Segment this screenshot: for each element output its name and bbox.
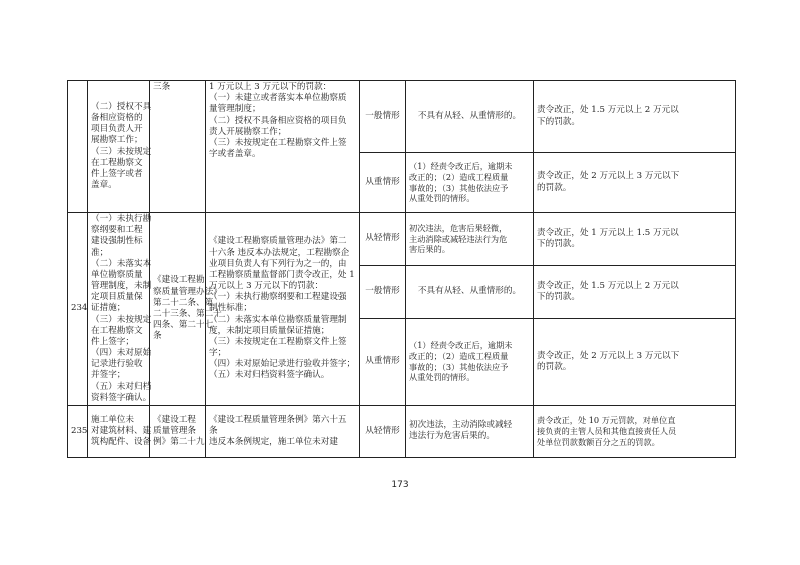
basis-line: 第二十二条、第 [153,297,214,308]
circumstance-line: 初次违法，危害后果轻微， [409,222,508,233]
penalty-line: 下的罚款。 [537,116,580,127]
provision-line: （四）未对原始记录进行验收并签字； [209,359,356,370]
table-row [68,81,736,153]
violation-line: 项目负责人开 [91,124,143,135]
circumstance-line: 不具有从轻、从重情形的。 [417,286,522,297]
basis-line: 三条 [153,82,171,92]
penalty-cell [534,81,736,153]
basis-line: 二十三条、第二十 [153,308,222,319]
violation-line: （三）未按规定 [91,146,152,157]
provision-line: （一）未执行勘察纲要和工程建设强 [209,292,347,303]
circumstance-cell [406,153,534,213]
violation-line: （四）未对原始 [91,348,152,359]
provision-line: 责人开展勘察工作； [209,126,287,137]
provision-line: 字； [209,348,227,359]
penalty-line: 处单位罚款数额百分之五的罚款。 [537,436,660,447]
penalty-cell [534,265,736,318]
penalty-line: 接负责的主管人员和其他直接责任人员 [537,426,677,437]
provision-line: 制性标准； [209,303,252,314]
violation-line: 筑构配件、设备 [91,437,152,447]
penalty-line: 下的罚款。 [537,291,580,302]
violation-line: 展勘察工作； [91,135,143,146]
provision-line: 《建设工程质量管理条例》第六十五 [209,414,347,425]
violation-line: 在工程勘察文 [91,325,143,336]
violation-line: 件上签字或者 [91,168,143,179]
violation-line: 察纲要和工程 [91,225,143,236]
circumstance-line: 事故的；（3）其他依法应予 [409,361,509,372]
violation-line: 建设强制性标 [91,236,143,247]
level-cell: 从轻情形 [360,405,406,457]
circumstance-line: 事故的；（3）其他依法应予 [409,182,509,193]
level-cell: 从重情形 [360,318,406,405]
circumstance-cell [406,318,534,405]
circumstance-line: 违法行为危害后果的。 [409,431,495,442]
circumstance-cell [406,81,534,153]
circumstance-line: （1）经责令改正后，逾期未 [409,340,513,351]
penalty-cell [534,318,736,405]
provision-line: 字或者盖章。 [209,149,261,160]
penalty-cell [534,405,736,457]
basis-line: 四条、第二十七 [153,320,214,331]
violation-line: 证措施； [91,303,126,314]
provision-cell [206,81,360,213]
basis-line: 质量管理条 [153,425,196,436]
violation-line: （二）未落实本 [91,258,152,269]
basis-line: 《建设工程 [153,414,196,425]
violation-cell [88,81,150,213]
provision-line: 《建设工程勘察质量管理办法》第二 [209,236,347,247]
violation-line: 施工单位未 [91,414,134,425]
violation-line: 管理制度，未制 [91,281,152,292]
penalty-line: 责令改正，处 1.5 万元以上 2 万元以 [537,105,679,116]
provision-line: 条 [209,425,218,436]
circumstance-line: 从重处罚的情形。 [409,193,475,204]
provision-line: （五）未对归档资料签字确认。 [209,370,330,381]
provision-line: （三）未按规定在工程勘察文件上签 [209,137,347,148]
basis-line: 《建设工程勘 [153,275,205,286]
penalty-cell [534,213,736,266]
penalty-line: 责令改正，处 2 万元以上 3 万元以下 [537,171,680,182]
circumstance-line: 初次违法，主动消除或减轻 [409,420,513,431]
table-row [68,213,736,266]
provision-line: 违反本条例规定，施工单位未对建 [209,437,338,447]
provision-line: 业项目负责人有下列行为之一的，由 [209,258,347,269]
violation-line: （一）未执行勘 [91,214,152,224]
violation-line: 记录进行验收 [91,359,143,370]
row-number: 234 [68,213,88,406]
provision-line: 1 万元以上 3 万元以下的罚款： [209,82,332,92]
circumstance-line: 改正的；（2）造成工程质量 [409,351,509,362]
violation-line: （三）未按规定 [91,314,152,325]
provision-cell [206,405,360,457]
violation-line: 在工程勘察文 [91,157,143,168]
level-cell: 一般情形 [360,265,406,318]
violation-line: 并签字； [91,370,126,381]
row-number [68,81,88,213]
penalty-line: 责令改正，处 1 万元以上 1.5 万元以 [537,227,679,238]
provision-cell [206,213,360,406]
provision-line: 工程勘察质量监督部门责令改正，处 1 [209,269,355,280]
violation-line: （五）未对归档 [91,381,152,392]
circumstance-cell [406,405,534,457]
basis-line: 察质量管理办法》 [153,286,222,297]
violation-cell [88,405,150,457]
penalty-line: 责令改正，处 1.5 万元以上 2 万元以 [537,280,679,291]
violation-line: 定项目质量保 [91,292,143,303]
level-cell: 从轻情形 [360,213,406,266]
violation-cell [88,213,150,406]
basis-line: 条 [153,331,162,342]
level-cell: 从重情形 [360,153,406,213]
level-cell: 一般情形 [360,81,406,153]
provision-line: （二）授权不具备相应资格的项目负 [209,115,347,126]
row-number: 235 [68,405,88,457]
legal-basis-cell [150,213,222,406]
circumstance-line: 主动消除或减轻违法行为危 [409,233,508,244]
provision-line: 度，未制定项目质量保证措施； [209,325,330,336]
circumstance-line: 从重处罚的情形。 [409,372,475,383]
circumstance-line: 不具有从轻、从重情形的。 [417,110,522,121]
violation-line: 备相应资格的 [91,112,143,123]
penalty-cell [534,153,736,213]
legal-basis-cell [150,81,206,213]
violation-line: 资料签字确认。 [91,392,152,403]
legal-basis-cell [150,405,206,457]
violation-line: 对建筑材料、建 [91,425,152,436]
violation-line: （二）授权不具 [91,101,152,112]
provision-line: 十六条 违反本办法规定，工程勘察企 [209,247,350,258]
provision-line: （二）未落实本单位勘察质量管理制 [209,314,347,325]
violation-line: 单位勘察质量 [91,269,143,280]
penalty-line: 的罚款。 [537,182,572,193]
violation-line: 件上签字； [91,336,134,347]
circumstance-cell [406,265,534,318]
provision-line: 万元以上 3 万元以下的罚款： [209,281,324,292]
circumstance-line: （1）经责令改正后，逾期未 [409,161,513,172]
provision-line: （一）未建立或者落实本单位勘察质 [209,93,347,104]
circumstance-line: 害后果的。 [409,244,450,255]
penalty-line: 责令改正，处 10 万元罚款，对单位直 [537,415,676,426]
provision-line: 量管理制度； [209,104,261,115]
violation-line: 准； [91,247,109,258]
basis-line: 例》第二十九 [153,437,205,447]
penalty-discretion-table [67,80,736,458]
table-row [68,405,736,457]
violation-line: 盖章。 [91,180,117,191]
penalty-line: 的罚款。 [537,361,572,372]
page-number: 173 [391,480,409,490]
provision-line: （三）未按规定在工程勘察文件上签 [209,336,347,347]
circumstance-line: 改正的；（2）造成工程质量 [409,171,509,182]
penalty-line: 责令改正，处 2 万元以上 3 万元以下 [537,350,680,361]
circumstance-cell [406,213,534,266]
penalty-line: 下的罚款。 [537,238,580,249]
